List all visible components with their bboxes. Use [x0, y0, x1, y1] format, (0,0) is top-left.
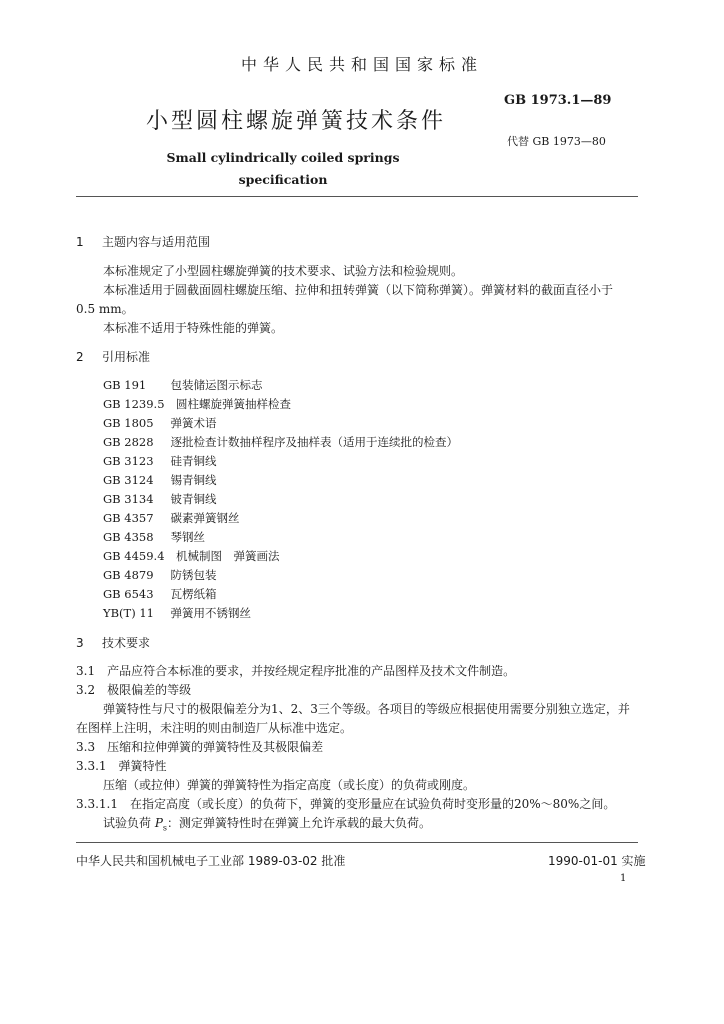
paragraph-test-load: [103, 814, 431, 832]
section-number: 1: [76, 235, 84, 249]
document-title: 小型圆柱螺旋弹簧技术条件: [146, 109, 447, 134]
issuing-org: 中华人民共和国国家标准: [240, 55, 483, 74]
paragraph: 在图样上注明，未注明的则由制造厂从标准中选定。: [76, 721, 353, 735]
reference-code: GB 4358: [103, 530, 154, 544]
standard-number: GB 1973.1—89: [504, 93, 612, 108]
clause-3-2-heading: 3.2 极限偏差的等级: [76, 683, 192, 697]
paragraph: 0.5 mm。: [76, 302, 134, 316]
reference-row: [103, 510, 240, 526]
reference-row: [103, 415, 217, 431]
reference-row: [103, 453, 217, 469]
reference-name: 琴钢丝: [170, 530, 205, 544]
symbol-p: P: [154, 816, 163, 830]
paragraph: 本标准不适用于特殊性能的弹簧。: [103, 321, 284, 335]
effective-date: 1990-01-01 实施: [548, 854, 646, 868]
reference-code: GB 6543: [103, 587, 154, 601]
reference-name: 瓦楞纸箱: [170, 587, 217, 601]
clause-3-3-heading: 3.3 压缩和拉伸弹簧的弹簧特性及其极限偏差: [76, 740, 324, 754]
reference-code: GB 1805: [103, 416, 154, 430]
symbol-subscript: s: [162, 823, 168, 833]
clause-3-1: 3.1 产品应符合本标准的要求，并按经规定程序批准的产品图样及技术文件制造。: [76, 664, 516, 678]
clause-3-3-1-heading: 3.3.1 弹簧特性: [76, 759, 167, 773]
section-number: 3: [76, 636, 84, 650]
reference-code: YB(T) 11: [103, 606, 154, 620]
reference-name: 弹簧术语: [170, 416, 217, 430]
reference-name: 铍青铜线: [170, 492, 217, 506]
reference-name: 弹簧用不锈钢丝: [170, 606, 251, 620]
reference-row: [103, 529, 205, 545]
reference-code: GB 3134: [103, 492, 154, 506]
reference-name: 机械制图 弹簧画法: [176, 549, 280, 563]
page-number: 1: [620, 873, 627, 884]
reference-name: 圆柱螺旋弹簧抽样检查: [176, 397, 292, 411]
clause-3-3-1-1: 3.3.1.1 在指定高度（或长度）的负荷下，弹簧的变形量应在试验负荷时变形量的20%～80%之间。: [76, 797, 616, 811]
english-title-line-2: specification: [238, 172, 328, 187]
section-number: 2: [76, 350, 84, 364]
paragraph: 本标准规定了小型圆柱螺旋弹簧的技术要求、试验方法和检验规则。: [103, 264, 464, 278]
paragraph: 弹簧特性与尺寸的极限偏差分为1、2、3三个等级。各项目的等级应根据使用需要分别独立选定，并: [103, 702, 630, 716]
paragraph: 本标准适用于圆截面圆柱螺旋压缩、拉伸和扭转弹簧（以下简称弹簧）。弹簧材料的截面直径小于: [103, 283, 614, 297]
reference-row: [103, 491, 217, 507]
reference-name: 锡青铜线: [170, 473, 217, 487]
text-run: ：测定弹簧特性时在弹簧上允许承载的最大负荷。: [167, 816, 432, 830]
section-heading-2: [76, 348, 150, 365]
reference-code: GB 4879: [103, 568, 154, 582]
approval-note: 中华人民共和国机械电子工业部 1989-03-02 批准: [76, 854, 346, 868]
reference-code: GB 4357: [103, 511, 154, 525]
reference-row: [103, 586, 217, 602]
footer-divider: [76, 842, 638, 843]
section-title: 引用标准: [102, 350, 151, 364]
paragraph: 压缩（或拉伸）弹簧的弹簧特性为指定高度（或长度）的负荷或刚度。: [103, 778, 476, 792]
english-title-line-1: Small cylindrically coiled springs: [166, 150, 400, 165]
reference-row: [103, 434, 458, 450]
text-run: 试验负荷: [103, 816, 155, 830]
reference-name: 碳素弹簧钢丝: [170, 511, 240, 525]
reference-code: GB 191: [103, 378, 147, 392]
reference-code: GB 2828: [103, 435, 154, 449]
reference-row: [103, 377, 263, 393]
reference-name: 防锈包装: [170, 568, 217, 582]
section-heading-3: [76, 634, 150, 651]
reference-row: [103, 567, 217, 583]
reference-code: GB 3124: [103, 473, 154, 487]
reference-code: GB 1239.5: [103, 397, 165, 411]
reference-row: [103, 396, 291, 412]
section-title: 主题内容与适用范围: [102, 235, 211, 249]
header-divider: [76, 196, 638, 197]
section-heading-1: [76, 233, 210, 250]
reference-name: 硅青铜线: [170, 454, 217, 468]
reference-row: [103, 605, 251, 621]
reference-code: GB 4459.4: [103, 549, 165, 563]
reference-row: [103, 472, 217, 488]
reference-code: GB 3123: [103, 454, 154, 468]
section-title: 技术要求: [102, 636, 151, 650]
replaces-note: 代替 GB 1973—80: [507, 135, 606, 148]
reference-name: 逐批检查计数抽样程序及抽样表（适用于连续批的检查）: [170, 435, 458, 449]
reference-name: 包装储运图示标志: [170, 378, 263, 392]
reference-row: [103, 548, 280, 564]
